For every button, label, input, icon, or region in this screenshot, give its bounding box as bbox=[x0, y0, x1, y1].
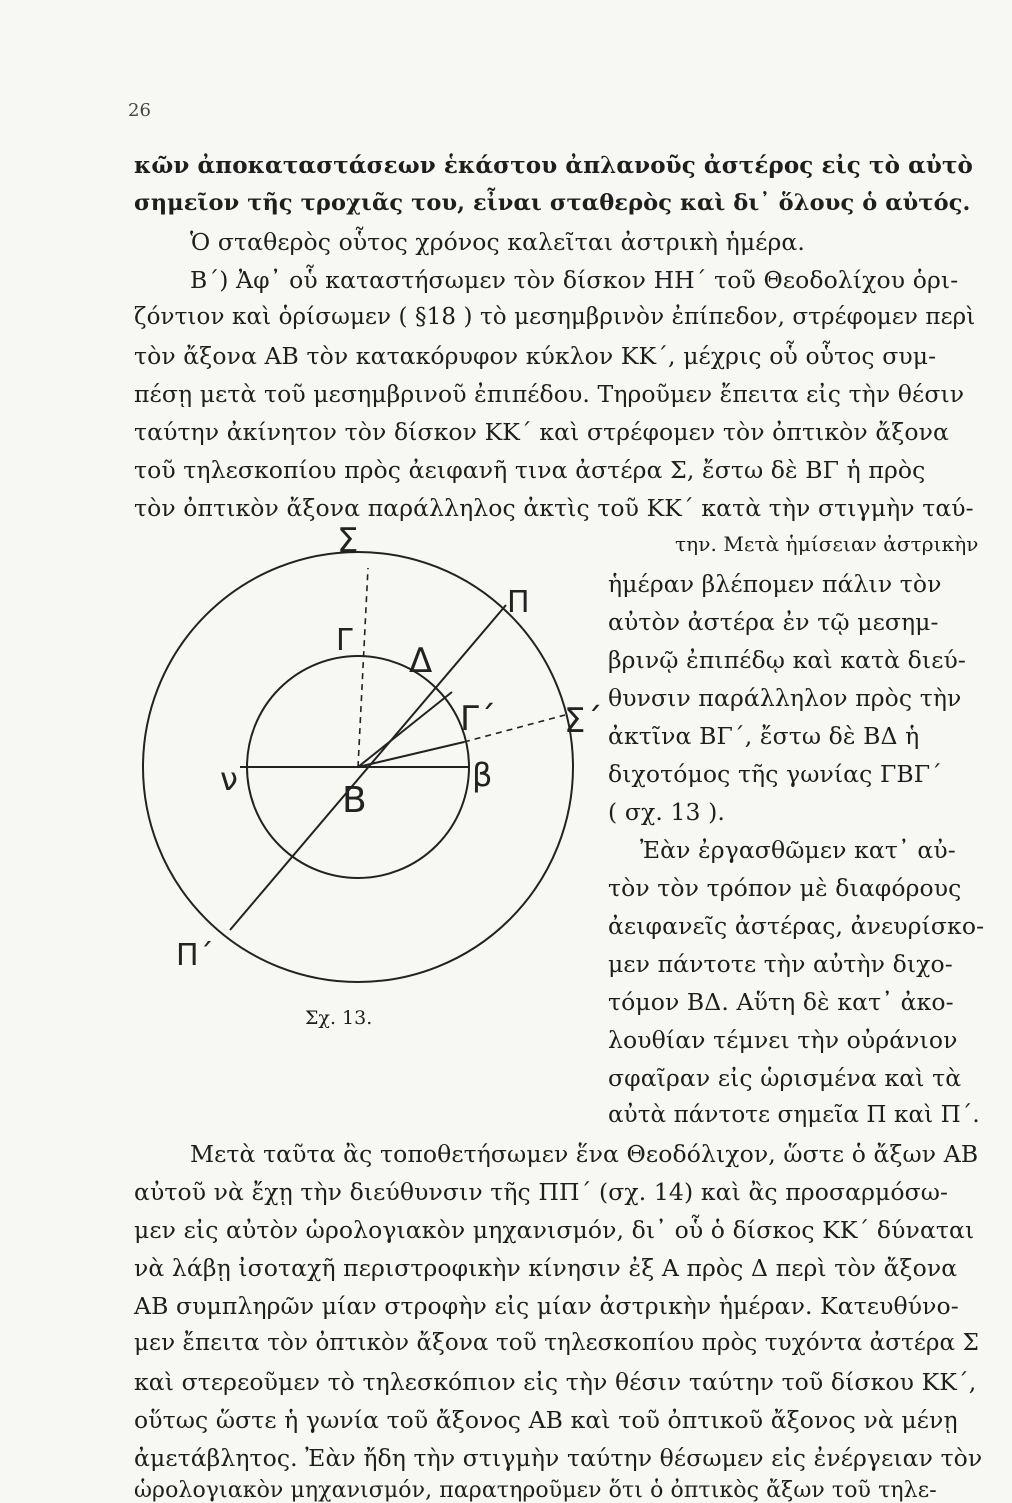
text-line: ΑΒ συμπληρῶν μίαν στροφὴν εἰς μίαν ἀστρικὴν ἡμέραν. Κατευθύνο- bbox=[134, 1292, 959, 1320]
text-line: αὐτὸν ἀστέρα ἐν τῷ μεσημ- bbox=[608, 608, 939, 636]
text-line: τὸν ἄξονα ΑΒ τὸν κατακόρυφον κύκλον ΚΚ΄, μέχρις οὗ οὗτος συμ- bbox=[134, 342, 937, 370]
text-line: βρινῷ ἐπιπέδῳ καὶ κατὰ διεύ- bbox=[608, 646, 966, 674]
text-line: ἀμετάβλητος. Ἐὰν ἤδη τὴν στιγμὴν ταύτην θέσωμεν εἰς ἐνέργειαν τὸν bbox=[134, 1444, 983, 1472]
text-line: καὶ στερεοῦμεν τὸ τηλεσκόπιον εἰς τὴν θέσιν ταύτην τοῦ δίσκου ΚΚ΄, bbox=[134, 1368, 977, 1396]
text-line: ταύτην ἀκίνητον τὸν δίσκον ΚΚ΄ καὶ στρέφομεν τὸν ὀπτικὸν ἄξονα bbox=[134, 418, 949, 446]
text-line: σφαῖραν εἰς ὡρισμένα καὶ τὰ bbox=[608, 1064, 962, 1092]
page-number: 26 bbox=[128, 100, 151, 121]
text-line: Ὁ σταθερὸς οὗτος χρόνος καλεῖται ἀστρικὴ ἡμέρα. bbox=[190, 228, 805, 256]
label-nu: ν bbox=[220, 760, 238, 798]
label-gamma-prime: Γ΄ bbox=[460, 699, 496, 739]
label-sigma: Σ bbox=[337, 521, 359, 561]
text-line: Ἐὰν ἐργασθῶμεν κατ᾽ αὐ- bbox=[640, 836, 956, 864]
text-line: αὐτὰ πάντοτε σημεῖα Π καὶ Π΄. bbox=[608, 1102, 980, 1128]
label-sigma-prime: Σ΄ bbox=[564, 701, 603, 741]
figure-13 bbox=[120, 510, 610, 1000]
text-line: τόμον ΒΔ. Αὕτη δὲ κατ᾽ ἀκο- bbox=[608, 988, 954, 1016]
text-line: ( σχ. 13 ). bbox=[608, 798, 725, 826]
text-line: μεν πάντοτε τὴν αὐτὴν διχο- bbox=[608, 950, 953, 978]
text-line: κῶν ἀποκαταστάσεων ἑκάστου ἀπλανοῦς ἀστέρος εἰς τὸ αὐτὸ bbox=[134, 152, 974, 179]
text-line: τὸν τὸν τρόπον μὲ διαφόρους bbox=[608, 874, 962, 902]
text-line: μεν εἰς αὐτὸν ὡρολογιακὸν μηχανισμόν, δι᾽ οὗ ὁ δίσκος ΚΚ΄ δύναται bbox=[134, 1216, 975, 1244]
text-line: πέσῃ μετὰ τοῦ μεσημβρινοῦ ἐπιπέδου. Τηροῦμεν ἔπειτα εἰς τὴν θέσιν bbox=[134, 380, 965, 408]
text-line: σημεῖον τῆς τροχιᾶς του, εἶναι σταθερὸς καὶ δι᾽ ὅλους ὁ αὐτός. bbox=[134, 190, 971, 216]
text-line: θυνσιν παράλληλον πρὸς τὴν bbox=[608, 684, 962, 712]
text-line: νὰ λάβῃ ἰσοταχῆ περιστροφικὴν κίνησιν ἐξ Α πρὸς Δ περὶ τὸν ἄξονα bbox=[134, 1254, 958, 1282]
text-line: τοῦ τηλεσκοπίου πρὸς ἀειφανῆ τινα ἀστέρα Σ, ἔστω δὲ ΒΓ ἡ πρὸς bbox=[134, 456, 926, 484]
label-delta: Δ bbox=[409, 641, 433, 681]
text-line: ἀκτῖνα ΒΓ΄, ἔστω δὲ ΒΔ ἡ bbox=[608, 722, 920, 750]
text-line: αὐτοῦ νὰ ἔχῃ τὴν διεύθυνσιν τῆς ΠΠ΄ (σχ. 14) καὶ ἂς προσαρμόσω- bbox=[134, 1178, 949, 1206]
label-pi: Π bbox=[507, 585, 530, 620]
text-line: μεν ἔπειτα τὸν ὀπτικὸν ἄξονα τοῦ τηλεσκοπίου πρὸς τυχόντα ἀστέρα Σ bbox=[134, 1330, 979, 1356]
text-line: Β΄) Ἀφ᾽ οὗ καταστήσωμεν τὸν δίσκον ΗΗ΄ τοῦ Θεοδολίχου ὁρι- bbox=[190, 266, 959, 294]
text-line: ἡμέραν βλέπομεν πάλιν τὸν bbox=[608, 570, 942, 598]
text-line: Μετὰ ταῦτα ἂς τοποθετήσωμεν ἕνα Θεοδόλιχον, ὥστε ὁ ἄξων ΑΒ bbox=[190, 1140, 979, 1168]
text-line: οὕτως ὥστε ἡ γωνία τοῦ ἄξονος ΑΒ καὶ τοῦ ὀπτικοῦ ἄξονος νὰ μένῃ bbox=[134, 1406, 958, 1434]
label-pi-prime: Π΄ bbox=[176, 938, 214, 973]
label-beta: Β bbox=[342, 780, 367, 821]
text-line: τὸν ὀπτικὸν ἄξονα παράλληλος ἀκτὶς τοῦ ΚΚ΄ κατὰ τὴν στιγμὴν ταύ- bbox=[134, 494, 974, 522]
text-line: λουθίαν τέμνει τὴν οὐράνιον bbox=[608, 1026, 958, 1054]
text-line: διχοτόμος τῆς γωνίας ΓΒΓ΄ bbox=[608, 760, 943, 788]
label-gamma: Γ bbox=[336, 623, 353, 658]
sigma-dashed-line bbox=[358, 568, 368, 767]
figure-caption: Σχ. 13. bbox=[305, 1007, 373, 1029]
text-line: την. Μετὰ ἡμίσειαν ἀστρικὴν bbox=[675, 532, 979, 556]
label-beta-small: β bbox=[472, 756, 493, 794]
text-line: ζόντιον καὶ ὁρίσωμεν ( §18 ) τὸ μεσημβρινὸν ἐπίπεδον, στρέφομεν περὶ bbox=[134, 304, 976, 330]
text-line: ὡρολογιακὸν μηχανισμόν, παρατηροῦμεν ὅτι ὁ ὀπτικὸς ἄξων τοῦ τηλε- bbox=[134, 1478, 937, 1503]
text-line: ἀειφανεῖς ἀστέρας, ἀνευρίσκο- bbox=[608, 912, 985, 940]
